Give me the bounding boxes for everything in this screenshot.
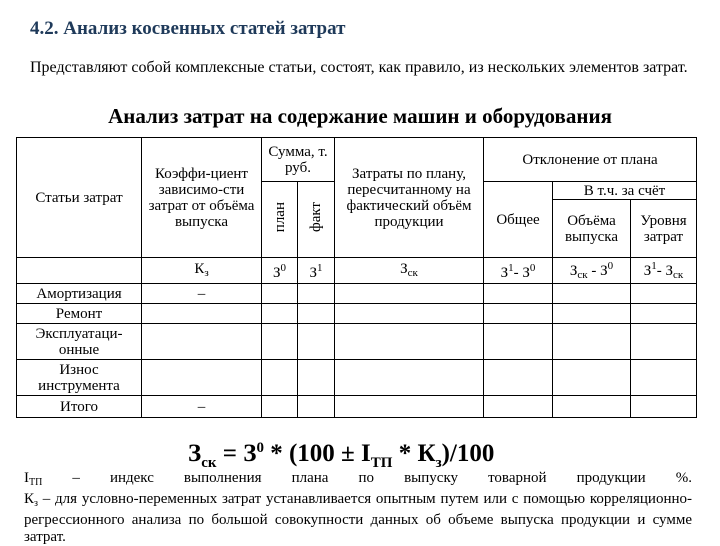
table-row	[17, 396, 697, 418]
symbol-recalculated: $З_{ск}$	[335, 258, 484, 284]
table-row	[17, 324, 697, 360]
note-index: $I_{ТП}$ – индекс выполнения плана по выпуску товарной продукции %.	[24, 470, 692, 488]
section-heading: 4.2. Анализ косвенных статей затрат	[30, 18, 346, 39]
row-label: Износ инструмента	[17, 360, 142, 396]
header-level: Уровня затрат	[631, 200, 697, 258]
intro-paragraph: Представляют собой комплексные статьи, состоят, как правило, из нескольких элементов затрат.	[30, 59, 688, 76]
coef-cell: –	[142, 284, 262, 304]
cost-analysis-table	[16, 137, 697, 418]
coef-cell	[142, 304, 262, 324]
coef-cell	[142, 360, 262, 396]
symbol-coefficient: $К_з$	[142, 258, 262, 284]
symbol-level: $З^1-$ $З_{ск}$	[631, 258, 697, 284]
header-total: Общее	[484, 182, 553, 258]
symbol-items	[17, 258, 142, 284]
symbol-fact: $З^1$	[298, 258, 335, 284]
header-plan	[262, 182, 298, 258]
table-row	[17, 360, 697, 396]
header-including: В т.ч. за счёт	[553, 182, 697, 200]
header-deviation: Отклонение от плана	[484, 138, 697, 182]
table-row	[17, 284, 697, 304]
header-volume: Объёма выпуска	[553, 200, 631, 258]
note-coefficient: $К_з$ – для условно-переменных затрат устанавливается опытным путем или с помощью корреляционно-регрессионного анализа по большой совокупности данных об объеме выпуска продукции и сумме затрат.	[24, 491, 692, 545]
notes	[24, 470, 692, 546]
table-row	[17, 304, 697, 324]
row-label: Итого	[17, 396, 142, 418]
symbol-total: $З^1-$ $З^0$	[484, 258, 553, 284]
table-title: Анализ затрат на содержание машин и оборудования	[108, 104, 612, 128]
fact-label: факт	[308, 202, 324, 233]
plan-label: план	[271, 202, 288, 233]
row-label: Ремонт	[17, 304, 142, 324]
header-items: Статьи затрат	[17, 138, 142, 258]
header-coefficient: Коэффи-циент зависимо-сти затрат от объёма выпуска	[142, 138, 262, 258]
formula: $З_{ск} = З^0 * (100 \pm I_{ТП} * К_з)/100$	[188, 440, 495, 471]
row-label: Эксплуатаци-онные	[17, 324, 142, 360]
coef-cell: –	[142, 396, 262, 418]
symbol-plan: $З^0$	[262, 258, 298, 284]
symbol-volume: $З_{ск} - З^0$	[553, 258, 631, 284]
row-label: Амортизация	[17, 284, 142, 304]
header-recalculated-plan: Затраты по плану, пересчитанному на фактический объём продукции	[335, 138, 484, 258]
header-sum: Сумма, т. руб.	[262, 138, 335, 182]
coef-cell	[142, 324, 262, 360]
header-fact	[298, 182, 335, 258]
